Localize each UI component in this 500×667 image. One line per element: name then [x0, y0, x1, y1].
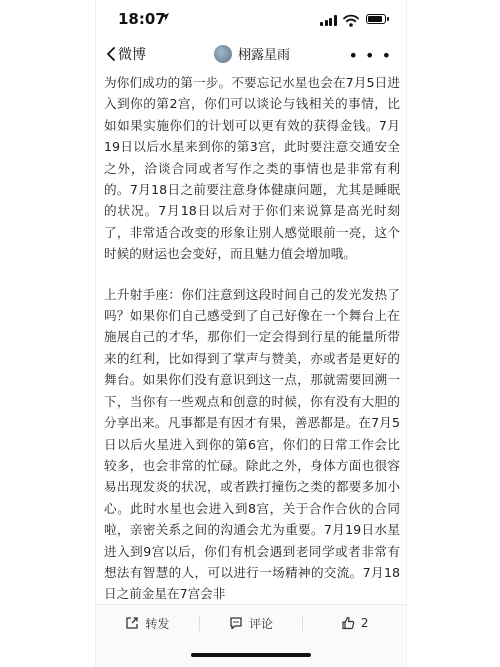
phone-screen [96, 0, 406, 667]
action-bar [96, 604, 406, 641]
status-time: 18:07 [118, 10, 166, 28]
home-indicator-area [96, 640, 406, 667]
home-indicator[interactable] [191, 653, 311, 657]
more-options-icon[interactable]: • • • [348, 46, 392, 65]
wifi-icon [343, 12, 359, 25]
battery-icon [366, 14, 386, 24]
post-paragraph-2: 上升射手座：你们注意到这段时间自己的发光发热了吗？如果你们自己感受到了自己好像在一个舞台上在施展自己的才华，那你们一定会得到行星的能量所带来的红利，比如得到了掌声与赞美，亦或者是更好的舞台。如果你们没有意识到这一点，那就需要回溯一下，当你有一些观点和创意的时候，你有没有大胆的分享出来。凡事都是有因才有果，善恶都是。在7月5日以后火星进入到你的第6宫，你们的日常工作会比较多，也会非常的忙碌。除此之外，身体方面也很容易出现发炎的状况，或者跌打撞伤之类的都要多加小心。此时水星也会进入到8宫，关于合作合伙的合同啦，亲密关系之间的沟通会尤为重要。7月19日水星进入到9宫以后，你们有机会遇到老同学或者非常有想法有智慧的人，可以进行一场精神的交流。7月18日之前金星在7宫会非 [104, 286, 400, 602]
repost-icon [125, 616, 139, 630]
like-count: 2 [360, 616, 369, 630]
repost-label: 转发 [145, 616, 170, 631]
author-header[interactable] [214, 44, 290, 63]
thumbs-up-icon [341, 616, 355, 630]
status-bar [96, 0, 406, 40]
back-label: 微博 [118, 47, 146, 63]
location-arrow-icon [160, 12, 170, 25]
comment-label: 评论 [249, 616, 274, 631]
comment-button[interactable] [200, 615, 303, 632]
post-paragraph-1: 为你们成功的第一步。不要忘记水星也会在7月5日进入到你的第2宫，你们可以谈论与钱相关的事情，比如如果实施你们的计划可以更有效的获得金钱。7月19日以后水星来到你的第3宫，此时要注意交通安全之外，洽谈合同或者写作之类的事情也是非常有利的。7月18日之前要注意身体健康问题，尤其是睡眠的状况。7月18日以后对于你们来说算是高光时刻了，非常适合改变的形象让别人感觉眼前一亮，这个时候的财运也会变好，而且魅力值会增加哦。 [104, 75, 400, 262]
like-button[interactable] [303, 616, 406, 630]
chevron-left-icon [106, 46, 116, 62]
post-content [104, 72, 400, 605]
back-button[interactable] [106, 44, 146, 64]
comment-icon [229, 616, 243, 630]
cellular-signal-icon [320, 15, 338, 26]
avatar[interactable] [214, 45, 232, 63]
top-nav-bar [96, 40, 406, 72]
author-name[interactable]: 栩露星雨 [238, 48, 291, 63]
repost-button[interactable] [96, 615, 199, 632]
